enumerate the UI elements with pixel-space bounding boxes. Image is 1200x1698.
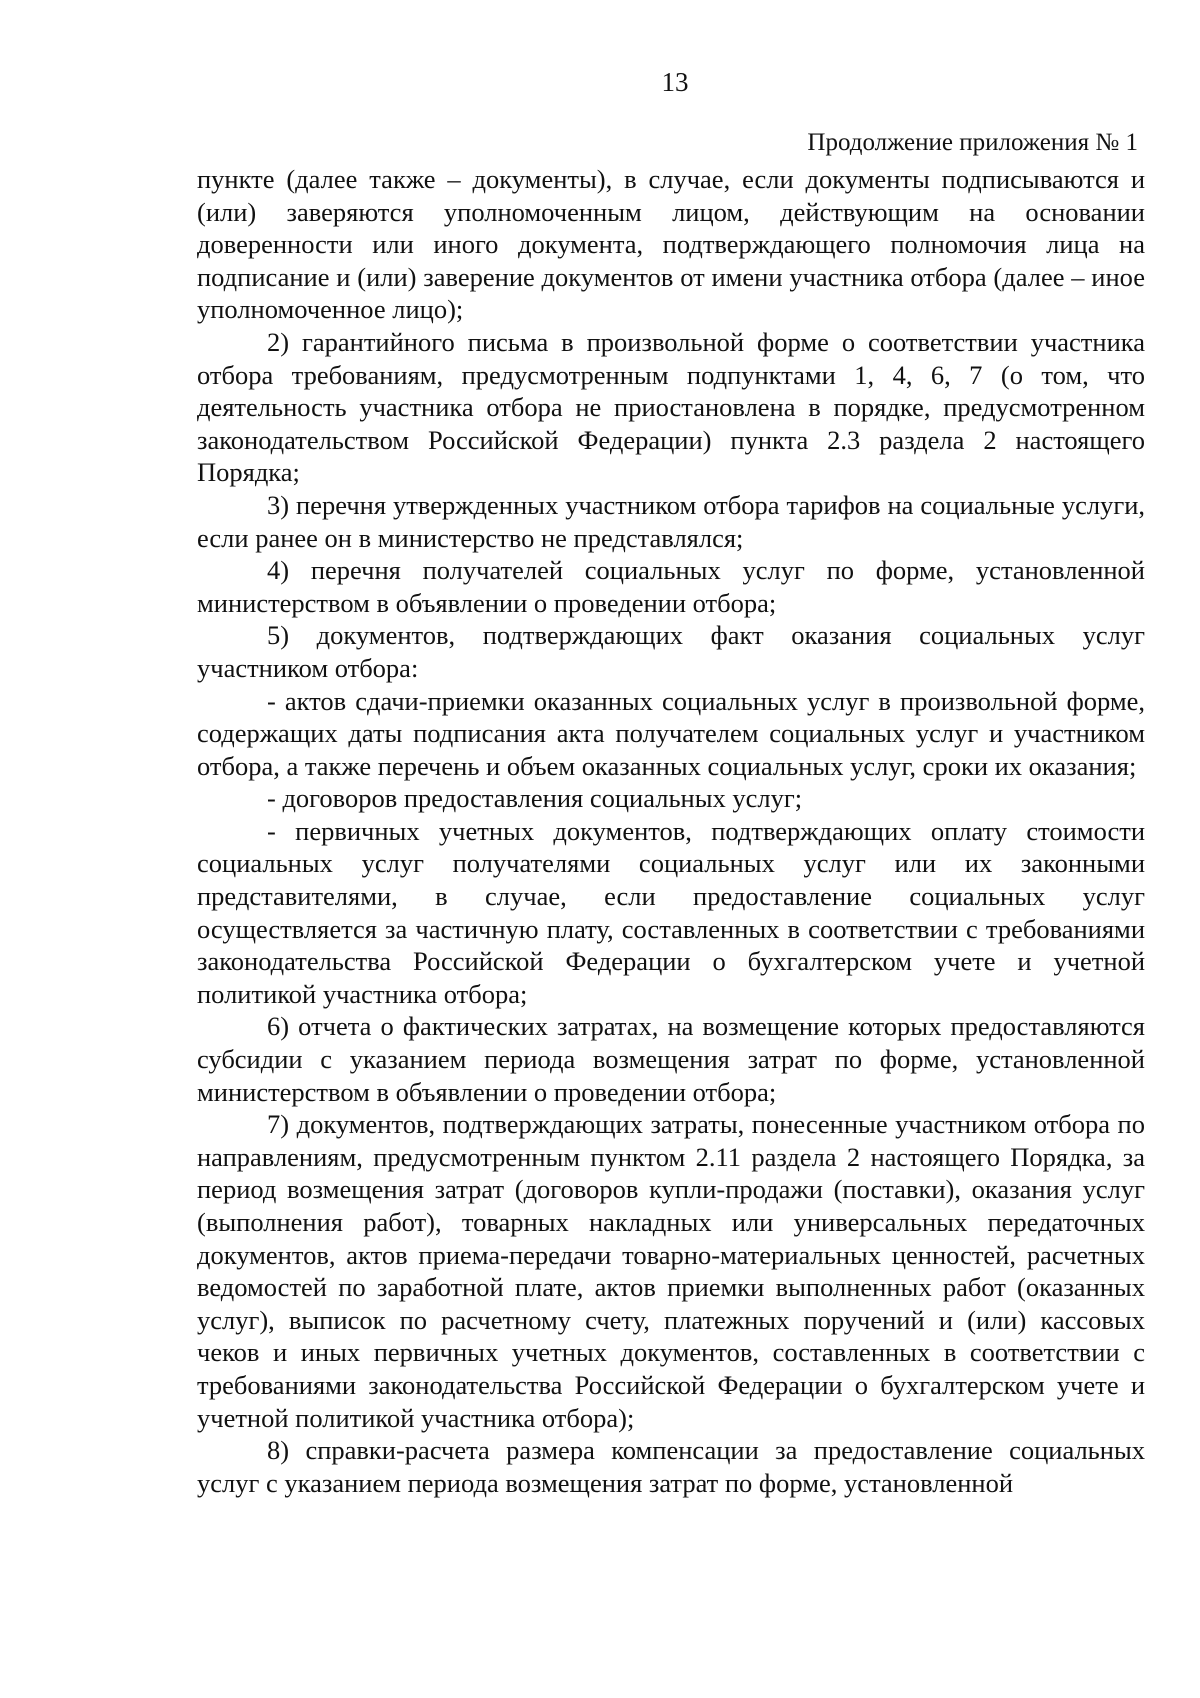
page-number: 13 (661, 67, 689, 97)
paragraph-item-8: 8) справки-расчета размера компенсации за предоставление социальных услуг с указанием периода возмещения затрат по форме, установленной (197, 1435, 1145, 1498)
document-body (197, 163, 1145, 1499)
paragraph-item-7: 7) документов, подтверждающих затраты, понесенные участником отбора по направлениям, предусмотренным пунктом 2.11 раздела 2 настоящего Порядка, за период возмещения затрат (договоров купли-продажи (поставки), оказания услуг (выполнения работ), товарных накладных или универсальных передаточных документов, актов приема-передачи товарно-материальных ценностей, расчетных ведомостей по заработной плате, актов приемки выполненных работ (оказанных услуг), выписок по расчетному счету, платежных поручений и (или) кассовых чеков и иных первичных учетных документов, составленных в соответствии с требованиями законодательства Российской Федерации о бухгалтерском учете и учетной политикой участника отбора); (197, 1109, 1145, 1433)
paragraph-item-6: 6) отчета о фактических затратах, на возмещение которых предоставляются субсидии с указанием периода возмещения затрат по форме, установленной министерством в объявлении о проведении отбора; (197, 1011, 1145, 1107)
paragraph-item-5-contracts: - договоров предоставления социальных услуг; (267, 783, 803, 814)
appendix-continuation-label: Продолжение приложения № 1 (807, 129, 1138, 156)
paragraph-item-5-acts: - актов сдачи-приемки оказанных социальных услуг в произвольной форме, содержащих даты подписания акта получателем социальных услуг и участником отбора, а также перечень и объем оказанных социальных услуг, сроки их оказания; (197, 685, 1145, 781)
paragraph-item-5-primary-docs: - первичных учетных документов, подтверждающих оплату стоимости социальных услуг получателями социальных услуг или их законными представителями, в случае, если предоставление социальных услуг осуществляется за частичную плату, составленных в соответствии с требованиями законодательства Российской Федерации о бухгалтерском учете и учетной политикой участника отбора; (197, 815, 1145, 1009)
paragraph-item-2: 2) гарантийного письма в произвольной форме о соответствии участника отбора требованиям, предусмотренным подпунктами 1, 4, 6, 7 (о том, что деятельность участника отбора не приостановлена в порядке, предусмотренном законодательством Российской Федерации) пункта 2.3 раздела 2 настоящего Порядка; (197, 326, 1145, 488)
paragraph-item-3: 3) перечня утвержденных участником отбора тарифов на социальные услуги, если ранее он в министерство не представлялся; (197, 489, 1145, 553)
paragraph-item-5: 5) документов, подтверждающих факт оказания социальных услуг участником отбора: (197, 620, 1145, 683)
paragraph-item-4: 4) перечня получателей социальных услуг по форме, установленной министерством в объявлении о проведении отбора; (197, 555, 1145, 618)
paragraph-continued-item-1: пункте (далее также – документы), в случае, если документы подписываются и (или) заверяются уполномоченным лицом, действующим на основании доверенности или иного документа, подтверждающего полномочия лица на подписание и (или) заверение документов от имени участника отбора (далее – иное уполномоченное лицо); (197, 164, 1145, 325)
